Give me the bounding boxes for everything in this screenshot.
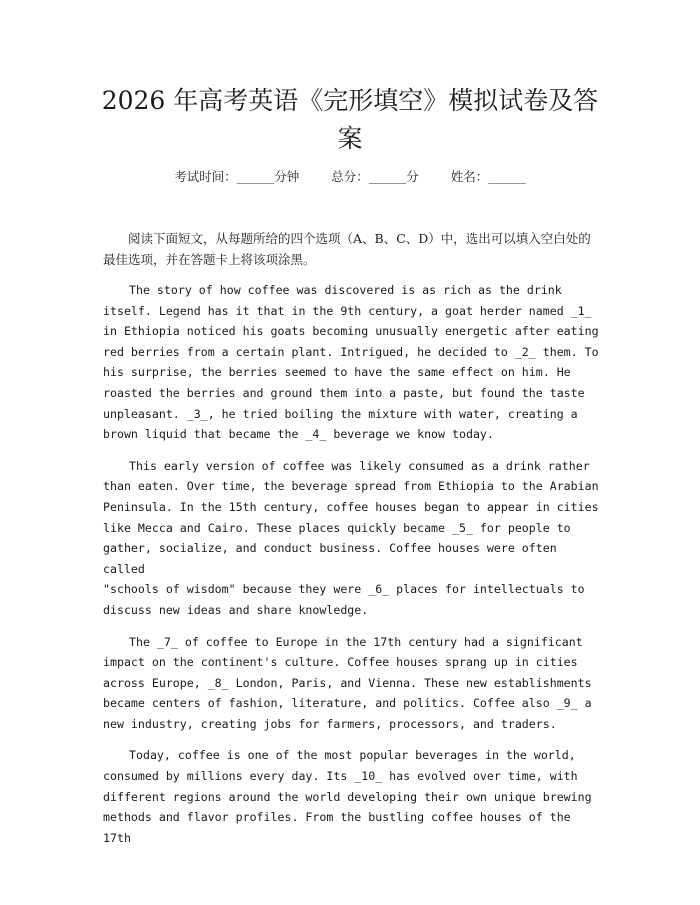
passage-paragraph-3: The _7_ of coffee to Europe in the 17th century had a significant impact on the continent's culture. Coffee houses sprang up in cities across Europe, _8_ London, Paris, and Vienna. These new establishments became centers of fashion, literature, and politics. Coffee also _9_ a new industry, creating jobs for farmers, processors, and traders. — [103, 634, 592, 731]
cloze-passage — [103, 280, 603, 859]
exam-info — [0, 168, 700, 186]
passage-paragraph-2: This early version of coffee was likely consumed as a drink rather than eaten. Over time, the beverage spread from Ethiopia to the Arabian Peninsula. In the 15th century, coffee houses began to appear in cities like Mecca and Cairo. These places quickly became _5_ for people to gather, socialize, and conduct business. Coffee houses were often called "schools of wisdom" because they were _6_ places for intellectuals to discuss new ideas and share knowledge. — [103, 458, 599, 617]
instruction-text: 阅读下面短文，从每题所给的四个选项（A、B、C、D）中，选出可以填入空白处的最佳选项，并在答题卡上将该项涂黑。 — [103, 231, 591, 267]
title-line-2: 案 — [337, 124, 363, 153]
exam-name-field: 姓名：______ — [450, 169, 526, 184]
passage-paragraph-1: The story of how coffee was discovered is as rich as the drink itself. Legend has it that in the 9th century, a goat herder named _1_ in Ethiopia noticed his goats becoming unusually energetic after eating red berries from a certain plant. Intrigued, he decided to _2_ them. To his surprise, the berries seemed to have the same effect on him. He roasted the berries and ground them into a paste, but found the taste unpleasant. _3_, he tried boiling the mixture with water, creating a brown liquid that became the _4_ beverage we know today. — [103, 283, 599, 442]
passage-paragraph-4: Today, coffee is one of the most popular beverages in the world, consumed by millions every day. Its _10_ has evolved over time, with different regions around the world developing their own unique brewing methods and flavor profiles. From the bustling coffee houses of the 17th — [103, 748, 592, 845]
exam-score-field: 总分：______分 — [331, 169, 419, 184]
page-title — [90, 82, 610, 158]
exam-time-field: 考试时间：______分钟 — [174, 169, 300, 184]
title-line-1: 2026 年高考英语《完形填空》模拟试卷及答 — [101, 86, 599, 115]
